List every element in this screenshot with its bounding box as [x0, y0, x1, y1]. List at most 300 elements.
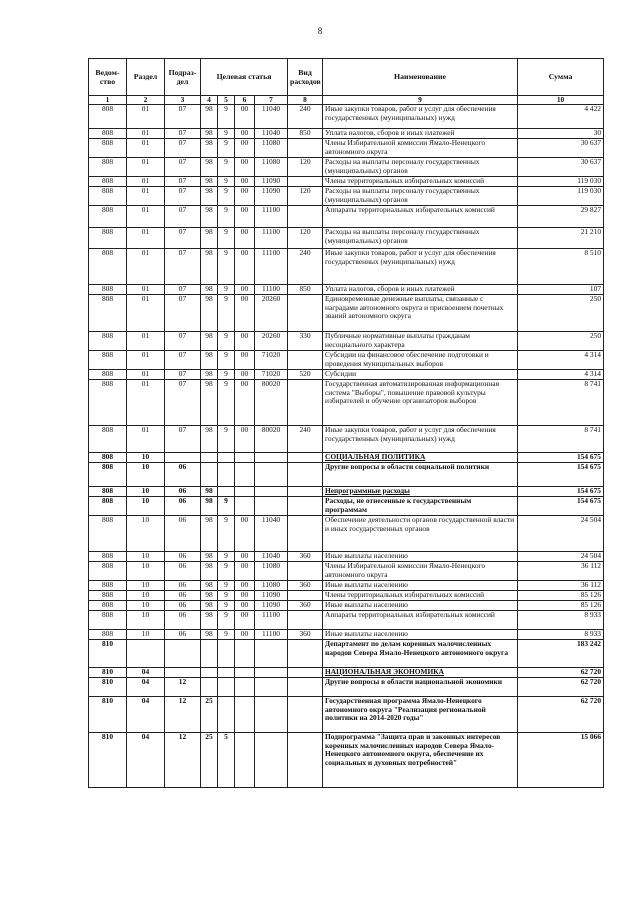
direction-cell: [235, 497, 255, 516]
razdel-cell: 04: [127, 668, 165, 678]
direction-cell: 00: [235, 516, 255, 552]
expense-type-cell: 520: [288, 370, 323, 380]
expense-type-cell: [288, 351, 323, 370]
expense-type-cell: [288, 562, 323, 581]
col-number: 2: [127, 96, 165, 105]
sum-cell: 119 030: [518, 177, 604, 187]
vedomstvo-cell: 808: [89, 105, 127, 129]
subprogram-cell: 9: [218, 552, 235, 562]
sum-cell: 250: [518, 295, 604, 332]
razdel-cell: 01: [127, 332, 165, 351]
subprogram-cell: 9: [218, 581, 235, 591]
podrazdel-cell: 06: [165, 601, 201, 611]
program-cell: 98: [201, 562, 218, 581]
vedomstvo-cell: 808: [89, 206, 127, 228]
table-row: [89, 487, 604, 497]
subprogram-cell: 9: [218, 611, 235, 630]
direction-cell: 00: [235, 177, 255, 187]
program-cell: 98: [201, 105, 218, 129]
sum-cell: 24 504: [518, 552, 604, 562]
code-cell: 11080: [255, 139, 288, 158]
program-cell: 98: [201, 139, 218, 158]
sum-cell: 4 422: [518, 105, 604, 129]
code-cell: 20260: [255, 295, 288, 332]
razdel-cell: 01: [127, 206, 165, 228]
vedomstvo-cell: 810: [89, 733, 127, 788]
subprogram-cell: 5: [218, 733, 235, 788]
direction-cell: [235, 733, 255, 788]
sum-cell: 8 741: [518, 380, 604, 426]
code-cell: 11090: [255, 601, 288, 611]
table-row: [89, 640, 604, 668]
budget-table: [88, 58, 604, 788]
sum-cell: 15 066: [518, 733, 604, 788]
program-cell: 98: [201, 601, 218, 611]
sum-cell: 8 933: [518, 630, 604, 640]
direction-cell: [235, 678, 255, 697]
vedomstvo-cell: 808: [89, 139, 127, 158]
name-cell: Аппараты территориальных избирательных комиссий: [323, 611, 518, 630]
sum-cell: 21 210: [518, 228, 604, 249]
header-name: Наименование: [323, 59, 518, 96]
subprogram-cell: 9: [218, 591, 235, 601]
vedomstvo-cell: 808: [89, 552, 127, 562]
name-cell: Подпрограмма "Защита прав и законных интересов коренных малочисленных народов Севера Ямало-Ненецкого автономного округа, обеспечение их социальных и духовных потребностей": [323, 733, 518, 788]
direction-cell: [235, 453, 255, 463]
direction-cell: [235, 640, 255, 668]
podrazdel-cell: 07: [165, 105, 201, 129]
expense-type-cell: 240: [288, 249, 323, 285]
code-cell: 80020: [255, 426, 288, 453]
program-cell: [201, 668, 218, 678]
code-cell: 11100: [255, 285, 288, 295]
podrazdel-cell: 06: [165, 497, 201, 516]
direction-cell: 00: [235, 206, 255, 228]
table-row: [89, 249, 604, 285]
sum-cell: 62 720: [518, 668, 604, 678]
table-row: [89, 733, 604, 788]
col-number: 3: [165, 96, 201, 105]
program-cell: 98: [201, 380, 218, 426]
table-row: [89, 206, 604, 228]
name-cell: Расходы на выплаты персоналу государственных (муниципальных) органов: [323, 187, 518, 206]
table-row: [89, 380, 604, 426]
podrazdel-cell: 06: [165, 611, 201, 630]
sum-cell: 154 675: [518, 487, 604, 497]
col-number: 8: [288, 96, 323, 105]
sum-cell: 30 637: [518, 139, 604, 158]
table-row: [89, 697, 604, 733]
subprogram-cell: 9: [218, 497, 235, 516]
direction-cell: 00: [235, 380, 255, 426]
podrazdel-cell: [165, 453, 201, 463]
expense-type-cell: [288, 177, 323, 187]
table-row: [89, 453, 604, 463]
program-cell: 98: [201, 187, 218, 206]
col-number: 9: [323, 96, 518, 105]
sum-cell: 183 242: [518, 640, 604, 668]
header-podrazdel: Подраз-дел: [165, 59, 201, 96]
vedomstvo-cell: 808: [89, 129, 127, 139]
vedomstvo-cell: 808: [89, 351, 127, 370]
direction-cell: 00: [235, 611, 255, 630]
name-cell: Иные закупки товаров, работ и услуг для обеспечения государственных (муниципальных) нужд: [323, 426, 518, 453]
program-cell: 98: [201, 351, 218, 370]
expense-type-cell: 360: [288, 581, 323, 591]
sum-cell: 62 720: [518, 697, 604, 733]
code-cell: [255, 497, 288, 516]
subprogram-cell: 9: [218, 332, 235, 351]
expense-type-cell: [288, 668, 323, 678]
subprogram-cell: 9: [218, 370, 235, 380]
subprogram-cell: 9: [218, 562, 235, 581]
expense-type-cell: [288, 678, 323, 697]
podrazdel-cell: 06: [165, 552, 201, 562]
direction-cell: 00: [235, 332, 255, 351]
vedomstvo-cell: 808: [89, 611, 127, 630]
col-number: 6: [235, 96, 255, 105]
vedomstvo-cell: 810: [89, 678, 127, 697]
program-cell: 98: [201, 581, 218, 591]
direction-cell: 00: [235, 552, 255, 562]
table-row: [89, 285, 604, 295]
razdel-cell: 10: [127, 516, 165, 552]
name-cell: Государственная автоматизированная информационная система "Выборы", повышение правовой культуры избирателей и обучение организаторов выборов: [323, 380, 518, 426]
expense-type-cell: [288, 611, 323, 630]
table-row: [89, 351, 604, 370]
table-row: [89, 228, 604, 249]
code-cell: [255, 668, 288, 678]
table-row: [89, 562, 604, 581]
razdel-cell: 10: [127, 581, 165, 591]
subprogram-cell: 9: [218, 351, 235, 370]
table-row: [89, 630, 604, 640]
razdel-cell: 10: [127, 591, 165, 601]
sum-cell: 36 112: [518, 581, 604, 591]
razdel-cell: 10: [127, 497, 165, 516]
razdel-cell: 01: [127, 228, 165, 249]
razdel-cell: 10: [127, 611, 165, 630]
podrazdel-cell: 07: [165, 206, 201, 228]
subprogram-cell: 9: [218, 295, 235, 332]
name-cell: Другие вопросы в области социальной политики: [323, 463, 518, 487]
direction-cell: 00: [235, 426, 255, 453]
code-cell: [255, 678, 288, 697]
sum-cell: 30 637: [518, 158, 604, 177]
podrazdel-cell: 07: [165, 295, 201, 332]
code-cell: 11040: [255, 516, 288, 552]
razdel-cell: 01: [127, 139, 165, 158]
subprogram-cell: 9: [218, 426, 235, 453]
subprogram-cell: [218, 487, 235, 497]
code-cell: 71020: [255, 351, 288, 370]
code-cell: 11100: [255, 206, 288, 228]
code-cell: 11100: [255, 630, 288, 640]
expense-type-cell: [288, 380, 323, 426]
podrazdel-cell: 07: [165, 158, 201, 177]
code-cell: 20260: [255, 332, 288, 351]
col-number: 4: [201, 96, 218, 105]
expense-type-cell: [288, 206, 323, 228]
subprogram-cell: 9: [218, 601, 235, 611]
podrazdel-cell: 06: [165, 591, 201, 601]
razdel-cell: 04: [127, 678, 165, 697]
code-cell: [255, 453, 288, 463]
code-cell: 11040: [255, 105, 288, 129]
header-target: Целевая статья: [201, 59, 288, 96]
vedomstvo-cell: 808: [89, 426, 127, 453]
table-row: [89, 332, 604, 351]
sum-cell: 29 827: [518, 206, 604, 228]
header-vid: Вид расходов: [288, 59, 323, 96]
direction-cell: 00: [235, 187, 255, 206]
vedomstvo-cell: 808: [89, 591, 127, 601]
vedomstvo-cell: 808: [89, 158, 127, 177]
vedomstvo-cell: 808: [89, 562, 127, 581]
sum-cell: 250: [518, 332, 604, 351]
name-cell: Субсидии на финансовое обеспечение подготовки и проведения муниципальных выборов: [323, 351, 518, 370]
razdel-cell: 10: [127, 552, 165, 562]
direction-cell: 00: [235, 285, 255, 295]
name-cell: Члены территориальных избирательных комиссий: [323, 591, 518, 601]
header-row: [89, 59, 604, 96]
code-cell: 11090: [255, 591, 288, 601]
direction-cell: 00: [235, 139, 255, 158]
name-cell: Государственная программа Ямало-Ненецкого автономного округа "Реализация региональной политики на 2014-2020 годы": [323, 697, 518, 733]
razdel-cell: 01: [127, 351, 165, 370]
vedomstvo-cell: 808: [89, 581, 127, 591]
program-cell: 98: [201, 285, 218, 295]
name-cell: Члены Избирательной комиссии Ямало-Ненецкого автономного округа: [323, 562, 518, 581]
code-cell: 11040: [255, 552, 288, 562]
program-cell: [201, 678, 218, 697]
name-cell: Расходы на выплаты персоналу государственных (муниципальных) органов: [323, 158, 518, 177]
razdel-cell: 01: [127, 177, 165, 187]
name-cell: Уплата налогов, сборов и иных платежей: [323, 129, 518, 139]
razdel-cell: 10: [127, 487, 165, 497]
expense-type-cell: [288, 733, 323, 788]
direction-cell: 00: [235, 129, 255, 139]
vedomstvo-cell: 808: [89, 370, 127, 380]
vedomstvo-cell: 808: [89, 516, 127, 552]
program-cell: 98: [201, 591, 218, 601]
expense-type-cell: 360: [288, 601, 323, 611]
razdel-cell: 01: [127, 370, 165, 380]
program-cell: 25: [201, 697, 218, 733]
program-cell: 98: [201, 487, 218, 497]
sum-cell: 85 126: [518, 591, 604, 601]
table-row: [89, 552, 604, 562]
expense-type-cell: 120: [288, 228, 323, 249]
direction-cell: 00: [235, 249, 255, 285]
podrazdel-cell: 07: [165, 351, 201, 370]
podrazdel-cell: 12: [165, 678, 201, 697]
col-number: 10: [518, 96, 604, 105]
name-cell: Иные выплаты населению: [323, 581, 518, 591]
vedomstvo-cell: 810: [89, 640, 127, 668]
subprogram-cell: [218, 668, 235, 678]
name-cell: Иные закупки товаров, работ и услуг для обеспечения государственных (муниципальных) нужд: [323, 105, 518, 129]
name-cell: Иные выплаты населению: [323, 630, 518, 640]
table-row: [89, 611, 604, 630]
vedomstvo-cell: 808: [89, 332, 127, 351]
program-cell: [201, 640, 218, 668]
subprogram-cell: [218, 453, 235, 463]
direction-cell: 00: [235, 581, 255, 591]
vedomstvo-cell: 808: [89, 463, 127, 487]
expense-type-cell: 240: [288, 426, 323, 453]
subprogram-cell: [218, 640, 235, 668]
table-row: [89, 187, 604, 206]
sum-cell: 4 314: [518, 351, 604, 370]
direction-cell: 00: [235, 351, 255, 370]
name-cell: Другие вопросы в области национальной экономики: [323, 678, 518, 697]
subprogram-cell: 9: [218, 177, 235, 187]
name-cell: НАЦИОНАЛЬНАЯ ЭКОНОМИКА: [323, 668, 518, 678]
table-row: [89, 139, 604, 158]
direction-cell: 00: [235, 591, 255, 601]
subprogram-cell: 9: [218, 187, 235, 206]
code-cell: [255, 697, 288, 733]
razdel-cell: 01: [127, 380, 165, 426]
header-razdel: Раздел: [127, 59, 165, 96]
direction-cell: [235, 697, 255, 733]
razdel-cell: 10: [127, 453, 165, 463]
podrazdel-cell: [165, 640, 201, 668]
vedomstvo-cell: 808: [89, 187, 127, 206]
subprogram-cell: 9: [218, 129, 235, 139]
code-cell: 11090: [255, 177, 288, 187]
podrazdel-cell: 07: [165, 139, 201, 158]
code-cell: 11080: [255, 581, 288, 591]
program-cell: 98: [201, 228, 218, 249]
vedomstvo-cell: 810: [89, 668, 127, 678]
table-row: [89, 370, 604, 380]
expense-type-cell: [288, 516, 323, 552]
code-cell: 11100: [255, 611, 288, 630]
code-cell: [255, 463, 288, 487]
name-cell: Департамент по делам коренных малочисленных народов Севера Ямало-Ненецкого автономного округа: [323, 640, 518, 668]
expense-type-cell: 360: [288, 630, 323, 640]
name-cell: Публичные нормативные выплаты гражданам несоциального характера: [323, 332, 518, 351]
direction-cell: 00: [235, 562, 255, 581]
direction-cell: [235, 463, 255, 487]
razdel-cell: 01: [127, 295, 165, 332]
table-row: [89, 678, 604, 697]
expense-type-cell: [288, 640, 323, 668]
podrazdel-cell: 06: [165, 581, 201, 591]
code-cell: 11080: [255, 562, 288, 581]
podrazdel-cell: 07: [165, 332, 201, 351]
sum-cell: 107: [518, 285, 604, 295]
program-cell: 98: [201, 516, 218, 552]
table-row: [89, 105, 604, 129]
vedomstvo-cell: 808: [89, 601, 127, 611]
table-row: [89, 601, 604, 611]
subprogram-cell: 9: [218, 105, 235, 129]
name-cell: Единовременные денежные выплаты, связанные с наградами автономного округа и присвоением почетных званий автономного округа: [323, 295, 518, 332]
expense-type-cell: 330: [288, 332, 323, 351]
razdel-cell: 01: [127, 249, 165, 285]
podrazdel-cell: 12: [165, 733, 201, 788]
direction-cell: 00: [235, 601, 255, 611]
subprogram-cell: 9: [218, 206, 235, 228]
subprogram-cell: [218, 678, 235, 697]
subprogram-cell: 9: [218, 630, 235, 640]
name-cell: Иные выплаты населению: [323, 552, 518, 562]
code-cell: [255, 487, 288, 497]
program-cell: 98: [201, 332, 218, 351]
razdel-cell: 01: [127, 285, 165, 295]
expense-type-cell: [288, 139, 323, 158]
program-cell: 98: [201, 206, 218, 228]
podrazdel-cell: [165, 668, 201, 678]
sum-cell: 154 675: [518, 497, 604, 516]
podrazdel-cell: 07: [165, 380, 201, 426]
code-cell: 11100: [255, 228, 288, 249]
sum-cell: 30: [518, 129, 604, 139]
code-cell: [255, 733, 288, 788]
vedomstvo-cell: 808: [89, 228, 127, 249]
table-row: [89, 177, 604, 187]
name-cell: СОЦИАЛЬНАЯ ПОЛИТИКА: [323, 453, 518, 463]
subprogram-cell: [218, 697, 235, 733]
sum-cell: 8 741: [518, 426, 604, 453]
program-cell: 98: [201, 426, 218, 453]
code-cell: 11080: [255, 158, 288, 177]
col-number: 5: [218, 96, 235, 105]
podrazdel-cell: 06: [165, 562, 201, 581]
subprogram-cell: 9: [218, 139, 235, 158]
vedomstvo-cell: 808: [89, 249, 127, 285]
program-cell: [201, 453, 218, 463]
sum-cell: 62 720: [518, 678, 604, 697]
name-cell: Уплата налогов, сборов и иных платежей: [323, 285, 518, 295]
direction-cell: 00: [235, 158, 255, 177]
vedomstvo-cell: 808: [89, 295, 127, 332]
header-sum: Сумма: [518, 59, 604, 96]
program-cell: 98: [201, 370, 218, 380]
table-row: [89, 426, 604, 453]
header-vedomstvo: Ведом-ство: [89, 59, 127, 96]
subprogram-cell: 9: [218, 516, 235, 552]
razdel-cell: 10: [127, 562, 165, 581]
razdel-cell: 01: [127, 426, 165, 453]
expense-type-cell: [288, 487, 323, 497]
expense-type-cell: 360: [288, 552, 323, 562]
vedomstvo-cell: 808: [89, 285, 127, 295]
expense-type-cell: [288, 697, 323, 733]
code-cell: 80020: [255, 380, 288, 426]
podrazdel-cell: 07: [165, 177, 201, 187]
sum-cell: 36 112: [518, 562, 604, 581]
podrazdel-cell: 07: [165, 426, 201, 453]
razdel-cell: 01: [127, 129, 165, 139]
program-cell: 25: [201, 733, 218, 788]
program-cell: 98: [201, 158, 218, 177]
table-row: [89, 516, 604, 552]
direction-cell: [235, 668, 255, 678]
program-cell: 98: [201, 630, 218, 640]
page-number: 8: [317, 26, 323, 36]
podrazdel-cell: 07: [165, 370, 201, 380]
table-row: [89, 668, 604, 678]
subprogram-cell: [218, 463, 235, 487]
podrazdel-cell: 06: [165, 487, 201, 497]
sum-cell: 24 504: [518, 516, 604, 552]
name-cell: Иные выплаты населению: [323, 601, 518, 611]
vedomstvo-cell: 808: [89, 630, 127, 640]
